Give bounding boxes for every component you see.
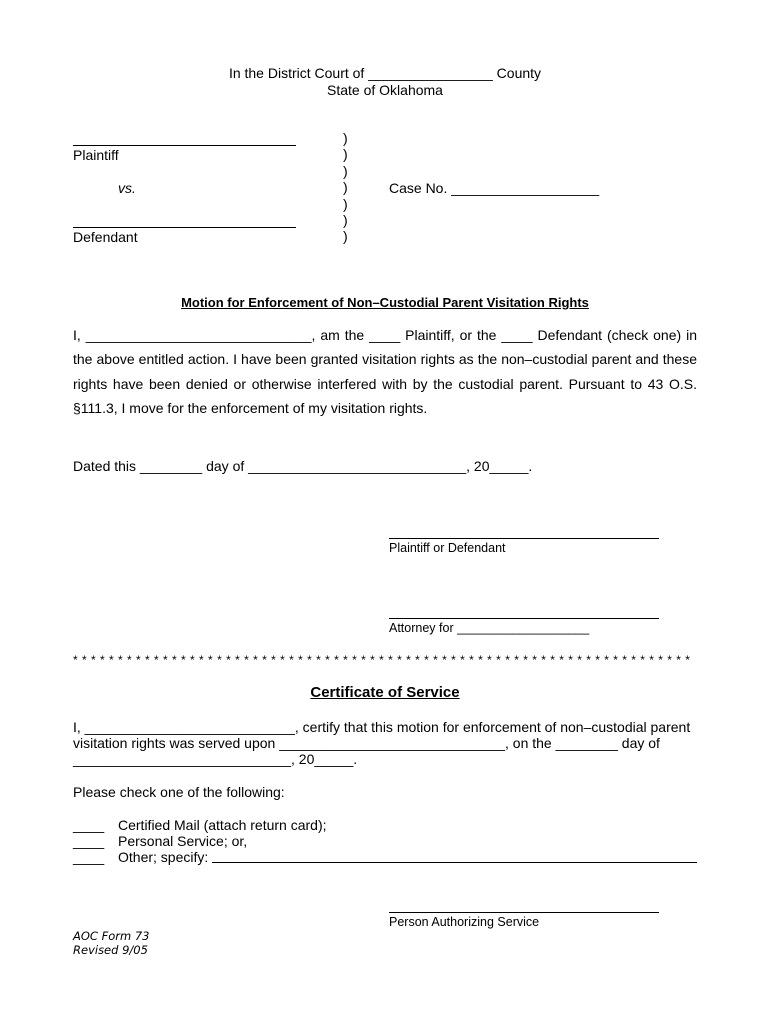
state-heading: State of Oklahoma (327, 82, 443, 98)
motion-body-line: the above entitled action. I have been granted visitation rights as the non–custodial parent and these (73, 351, 697, 368)
motion-body-line: I, _____________________________, am the ____ Plaintiff, or the ____ Defendant (check one) in (73, 327, 697, 343)
option-blank: ____ (73, 817, 105, 833)
check-prompt: Please check one of the following: (73, 784, 285, 800)
dated-line: Dated this ________ day of ____________________________, 20_____. (73, 458, 533, 474)
option-blank: ____ (73, 833, 105, 849)
option-blank: ____ (73, 849, 105, 865)
paren: ) (343, 146, 348, 163)
separator-asterisks: * * * * * * * * * * * * * * * * * * * * * * * * * * * * * * * * * * * * * * * * * * * * * * * * * * * * * * * * * * * * * * * * * * * * * (73, 653, 691, 667)
option-label: Certified Mail (attach return card); (118, 817, 327, 833)
authorizing-signature-line (389, 912, 659, 913)
certificate-title: Certificate of Service (310, 684, 460, 701)
certificate-line: ____________________________, 20_____. (73, 751, 358, 767)
attorney-for-label: Attorney for ___________________ (389, 621, 590, 635)
form-number: AOC Form 73 (73, 929, 150, 943)
certificate-line: visitation rights was served upon _____________________________, on the ________ day of (73, 735, 660, 751)
paren: ) (343, 212, 348, 229)
specify-line (212, 862, 697, 863)
vs-label: vs. (118, 180, 136, 196)
option-label: Personal Service; or, (118, 833, 248, 849)
signature-line (389, 538, 659, 539)
option-label: Other; specify: (118, 849, 209, 865)
paren: ) (343, 195, 348, 212)
person-authorizing-label: Person Authorizing Service (389, 915, 540, 929)
court-heading: In the District Court of ________________ County (228, 65, 542, 81)
motion-body (73, 323, 697, 420)
certificate-line: I, ___________________________, certify that this motion for enforcement of non–custodial parent (73, 719, 691, 735)
revised-date: Revised 9/05 (73, 943, 148, 957)
plaintiff-or-defendant-label: Plaintiff or Defendant (389, 541, 506, 555)
caption-parens (343, 130, 348, 245)
case-number: Case No. ___________________ (389, 180, 600, 196)
motion-body-line: §111.3, I move for the enforcement of my visitation rights. (73, 399, 428, 416)
motion-body-line: rights have been denied or otherwise interfered with by the custodial parent. Pursuant to 43 O.S. (73, 375, 697, 392)
paren: ) (343, 179, 348, 196)
defendant-label: Defendant (73, 229, 138, 245)
plaintiff-name-line (73, 145, 296, 146)
paren: ) (343, 228, 348, 245)
motion-title: Motion for Enforcement of Non–Custodial Parent Visitation Rights (181, 295, 589, 310)
plaintiff-label: Plaintiff (73, 147, 119, 163)
defendant-name-line (73, 227, 296, 228)
paren: ) (343, 130, 348, 146)
attorney-signature-line (389, 618, 659, 619)
paren: ) (343, 162, 348, 179)
